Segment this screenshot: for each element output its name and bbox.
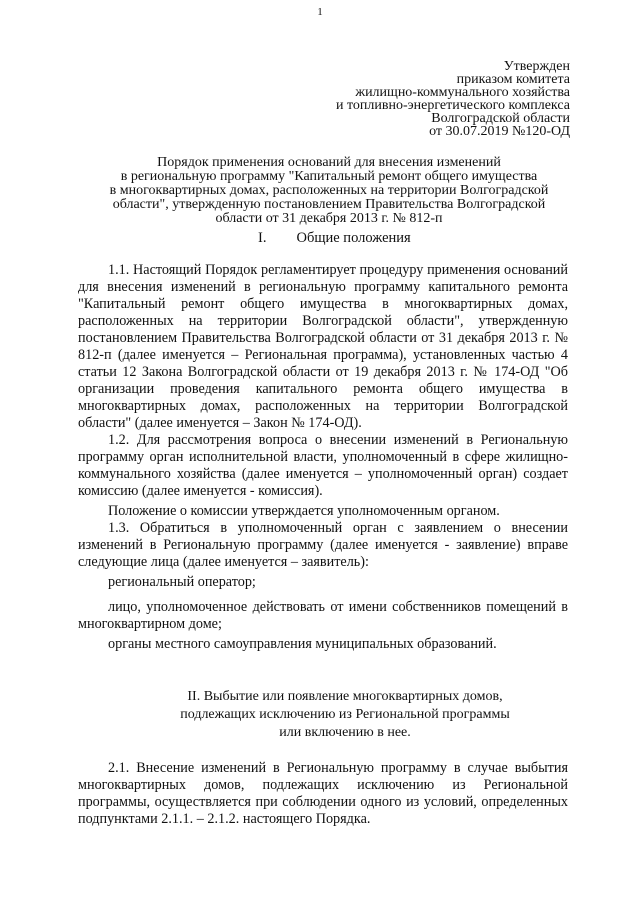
title-line: в многоквартирных домах, расположенных на территории Волгоградской bbox=[109, 183, 549, 198]
document-title bbox=[84, 156, 574, 226]
paragraph-1-2: 1.2. Для рассмотрения вопроса о внесении изменений в Региональную программу орган исполнительной власти, уполномоченный в сфере жилищно-коммунального хозяйства (далее именуется – уполномоченный орган) создает комиссию (далее именуется - комиссия). bbox=[78, 432, 568, 499]
section-2-heading-line: или включению в нее. bbox=[279, 725, 411, 740]
title-line: Порядок применения оснований для внесения изменений bbox=[157, 155, 501, 170]
paragraph-1-3: 1.3. Обратиться в уполномоченный орган с заявлением о внесении изменений в Региональную программу (далее именуется - заявление) вправе следующие лица (далее именуется – заявитель): bbox=[78, 520, 568, 570]
section-2-heading bbox=[150, 688, 540, 742]
section-2-heading-line: подлежащих исключению из Региональной программы bbox=[180, 707, 510, 722]
section-1-heading bbox=[258, 229, 411, 247]
approval-stamp bbox=[336, 60, 570, 138]
title-line: области", утвержденную постановлением Правительства Волгоградской bbox=[112, 197, 546, 212]
title-line: в региональную программу "Капитальный ремонт общего имущества bbox=[120, 169, 538, 184]
paragraph-commission: Положение о комиссии утверждается уполномоченным органом. bbox=[108, 503, 500, 519]
paragraph-2-1: 2.1. Внесение изменений в Региональную программу в случае выбытия многоквартирных домов, подлежащих исключению из Региональной программы, осуществляется при соблюдении одного из условий, определенных подпунктами 2.1.1. – 2.1.2. настоящего Порядка. bbox=[78, 760, 568, 827]
section-1-title: Общие положения bbox=[296, 230, 411, 246]
section-2-heading-line: II. Выбытие или появление многоквартирных домов, bbox=[187, 689, 503, 704]
list-item-authorized-person: лицо, уполномоченное действовать от имени собственников помещений в многоквартирном доме; bbox=[78, 599, 568, 632]
approval-line: от 30.07.2019 №120-ОД bbox=[429, 124, 570, 139]
list-item-regional-operator: региональный оператор; bbox=[108, 574, 256, 590]
approval-line: и топливно-энергетического комплекса bbox=[336, 98, 570, 113]
section-1-body bbox=[78, 262, 568, 653]
approval-line: Волгоградской области bbox=[431, 111, 570, 126]
approval-line: жилищно-коммунального хозяйства bbox=[355, 85, 570, 100]
title-line: области от 31 декабря 2013 г. № 812-п bbox=[215, 211, 443, 226]
list-item-local-government: органы местного самоуправления муниципальных образований. bbox=[108, 636, 497, 652]
section-1-number: I. bbox=[258, 230, 267, 246]
approval-line: приказом комитета bbox=[456, 72, 570, 87]
page-number: 1 bbox=[317, 6, 323, 18]
paragraph-1-1: 1.1. Настоящий Порядок регламентирует процедуру применения оснований для внесения изменений в региональную программу капитального ремонта "Капитальный ремонт общего имущества в многоквартирных домах, расположенных на территории Волгоградской области", утвержденную постановлением Правительства Волгоградской области от 31 декабря 2013 г. № 812-п (далее именуется – Региональная программа), установленных частью 4 статьи 12 Закона Волгоградской области от 19 декабря 2013 г. № 174-ОД "Об организации проведения капитального ремонта общего имущества в многоквартирных домах, расположенных на территории Волгоградской области" (далее именуется – Закон № 174-ОД). bbox=[78, 262, 568, 431]
section-2-body bbox=[78, 760, 568, 828]
approval-line: Утвержден bbox=[503, 59, 570, 74]
